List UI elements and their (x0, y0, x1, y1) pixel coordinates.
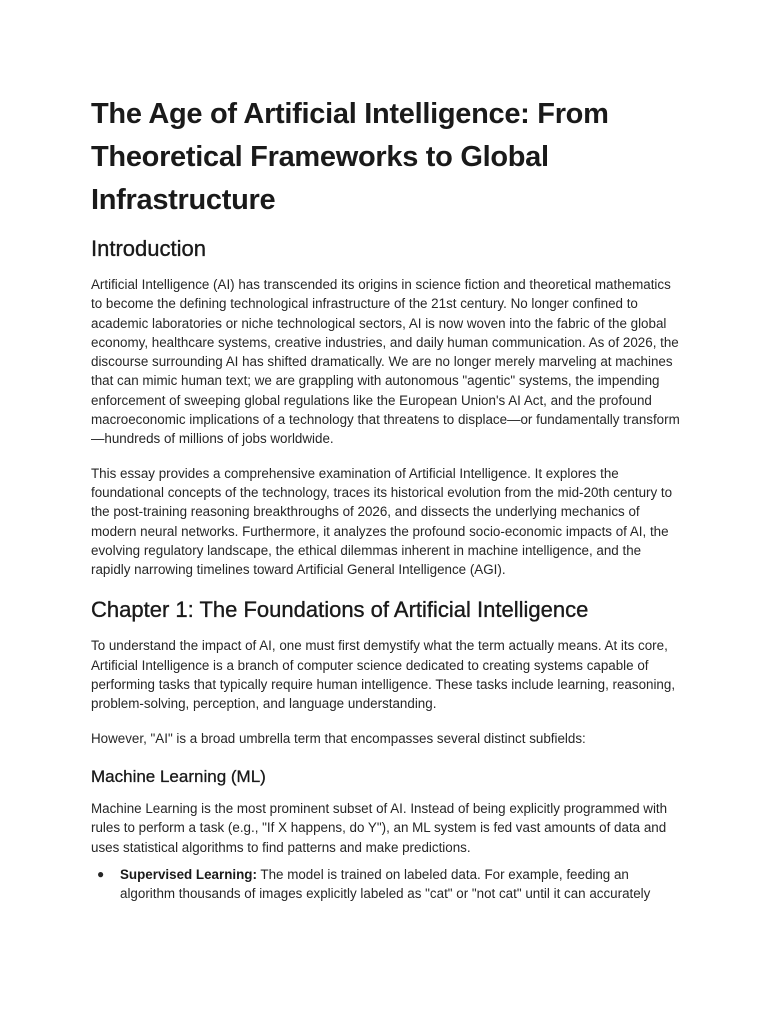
machine-learning-paragraph: Machine Learning is the most prominent subset of AI. Instead of being explicitly programmed with rules to perform a task (e.g., "If X happens, do Y"), an ML system is fed vast amounts of data and uses statistical algorithms to find patterns and make predictions. (91, 800, 668, 855)
chapter-1-paragraph-2: However, "AI" is a broad umbrella term that encompasses several distinct subfields: (91, 730, 586, 746)
list-item (91, 865, 681, 904)
chapter-1-heading: Chapter 1: The Foundations of Artificial Intelligence (91, 597, 589, 623)
document-title: The Age of Artificial Intelligence: From Theoretical Frameworks to Global Infrastructure (91, 98, 609, 216)
introduction-paragraph-2: This essay provides a comprehensive examination of Artificial Intelligence. It explores the foundational concepts of the technology, traces its historical evolution from the mid-20th century to the post-training reasoning breakthroughs of 2026, and dissects the underlying mechanics of modern neural networks. Furthermore, it analyzes the profound socio-economic impacts of AI, the evolving regulatory landscape, the ethical dilemmas inherent in machine intelligence, and the rapidly narrowing timelines toward Artificial General Intelligence (AGI). (91, 465, 673, 578)
machine-learning-heading: Machine Learning (ML) (91, 766, 266, 786)
introduction-paragraph-1: Artificial Intelligence (AI) has transcended its origins in science fiction and theoretical mathematics to become the defining technological infrastructure of the 21st century. No longer confined to academic laboratories or niche technological sectors, AI is now woven into the fabric of the global economy, healthcare systems, creative industries, and daily human communication. As of 2026, the discourse surrounding AI has shifted dramatically. We are no longer merely marveling at machines that can mimic human text; we are grappling with autonomous "agentic" systems, the impending enforcement of sweeping global regulations like the European Union's AI Act, and the profound macroeconomic implications of a technology that threatens to displace—or fundamentally transform—hundreds of millions of jobs worldwide. (91, 277, 680, 447)
chapter-1-paragraph-1: To understand the impact of AI, one must first demystify what the term actually means. At its core, Artificial Intelligence is a branch of computer science dedicated to creating systems capable of performing tasks that typically require human intelligence. These tasks include learning, reasoning, problem-solving, perception, and language understanding. (91, 638, 676, 712)
list-item-text: The model is trained on labeled data. For example, feeding an algorithm thousands of images explicitly labeled as "cat" or "not cat" until it can accurately (120, 866, 651, 902)
document-page (91, 88, 681, 903)
machine-learning-list (91, 865, 681, 904)
introduction-heading: Introduction (91, 236, 206, 261)
list-item-term: Supervised Learning: (120, 866, 257, 882)
bullet-icon: ● (97, 866, 105, 881)
